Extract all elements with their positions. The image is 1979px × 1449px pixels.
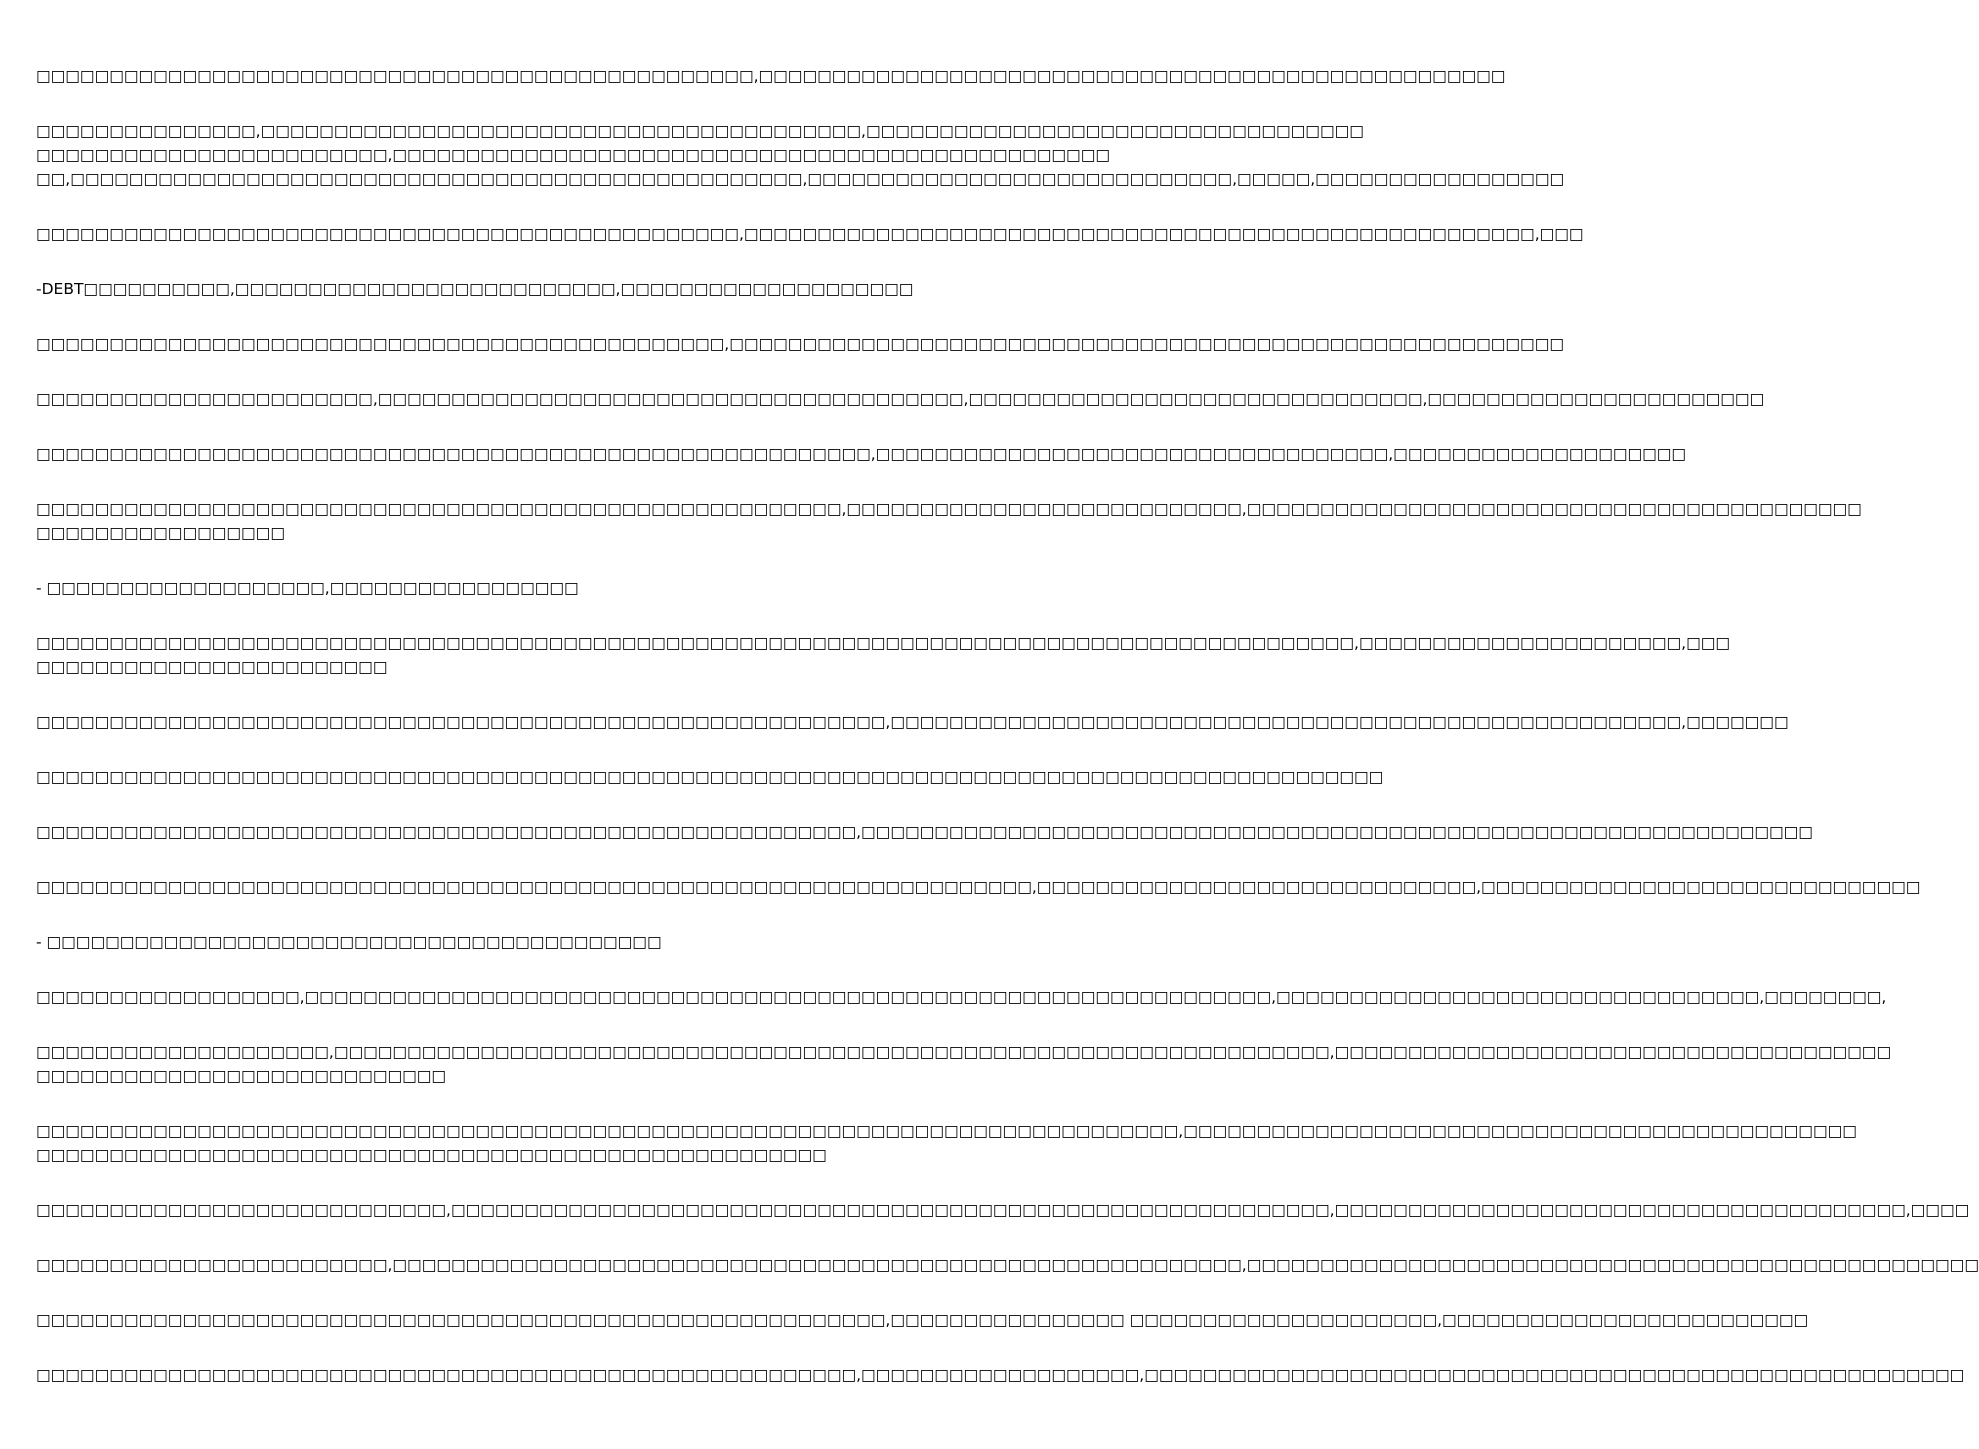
paragraph-line: □□,□□□□□□□□□□□□□□□□□□□□□□□□□□□□□□□□□□□□□□□□□□□□□□□□□□,□□□□□□□□□□□□□□□□□□□□□□□□□□□□□,□□□□□,□□□□□□□□□□□□□□□□□ (36, 170, 1565, 188)
paragraph-line: □□□□□□□□□□□□□□□□□□□□□□□□□□□□□□□□□□□□□□□□□□□□□□□□□□□□□□ (36, 1146, 827, 1164)
paragraph-line: □□□□□□□□□□□□□□□□□□□□□□□□□□□□,□□□□□□□□□□□□□□□□□□□□□□□□□□□□□□□□□□□□□□□□□□□□□□□□□□□□□□□□□□□□,□□□□□□□□□□□□□□□□□□□□□□□□□□□□□□□□□□□□□□□,□□□□ (36, 1201, 1970, 1219)
paragraph-line: □□□□□□□□□□□□□□□,□□□□□□□□□□□□□□□□□□□□□□□□□□□□□□□□□□□□□□□□□,□□□□□□□□□□□□□□□□□□□□□□□□□□□□□□□□□□ (36, 122, 1364, 140)
paragraph (36, 442, 1687, 466)
paragraph (36, 387, 1765, 411)
paragraph (36, 64, 1506, 88)
paragraph-line: □□□□□□□□□□□□□□□□□□□□□□□□□□□□□□□□□□□□□□□□□□□□□□□□□□□□□□□□□□□□□□□□□□□□□□□□□□□□□□,□□□□□□□□□□□□□□□□□□□□□□□□□□□□□□□□□□□□□□□□□□□□□□ (36, 1122, 1857, 1140)
paragraph-line: □□□□□□□□□□□□□□□□□□□□□□□,□□□□□□□□□□□□□□□□□□□□□□□□□□□□□□□□□□□□□□□□,□□□□□□□□□□□□□□□□□□□□□□□□□□□□□□□,□□□□□□□□□□□□□□□□□□□□□□□ (36, 390, 1765, 408)
paragraph (36, 222, 1584, 246)
paragraph-line: -DEBT□□□□□□□□□□,□□□□□□□□□□□□□□□□□□□□□□□□□□,□□□□□□□□□□□□□□□□□□□□ (36, 280, 914, 298)
paragraph (36, 1363, 1965, 1387)
paragraph-line: □□□□□□□□□□□□□□□□□□□□□□□□□□□□□□□□□□□□□□□□□□□□□□□□□□□□□□□□□□□□□□□□□□□□□□□□□□□□□□□□□□□□□□□□□□□□ (36, 768, 1384, 786)
paragraph (36, 930, 990, 954)
paragraph (36, 497, 1862, 545)
paragraph (36, 631, 1731, 679)
paragraph-line: - □□□□□□□□□□□□□□□□□□□,□□□□□□□□□□□□□□□□□ (36, 579, 579, 597)
paragraph-line: □□□□□□□□□□□□□□□□□□□□□□□□ (36, 658, 388, 676)
paragraph-line: □□□□□□□□□□□□□□□□□□□□□□□□□□□□□□□□□□□□□□□□□□□□□□□□□,□□□□□□□□□□□□□□□□□□□□□□□□□□□□□□□□□□□□□□□□□□□□□□□□□□□ (36, 67, 1506, 85)
paragraph (36, 820, 1813, 844)
paragraph (36, 710, 1789, 734)
paragraph-line: □□□□□□□□□□□□□□□□□□□□□□□□□□□□□□□□□□□□□□□□□□□□□□□,□□□□□□□□□□□□□□□□□□□□□□□□□□□□□□□□□□□□□□□□□□□□□□□□□□□□□□□□□ (36, 335, 1564, 353)
paragraph-line: □□□□□□□□□□□□□□□□□□□□□□□□,□□□□□□□□□□□□□□□□□□□□□□□□□□□□□□□□□□□□□□□□□□□□□□□□□ (36, 146, 1110, 164)
paragraph (36, 576, 990, 600)
paragraph-line: □□□□□□□□□□□□□□□□□□□□□□□□□□□□□□□□□□□□□□□□□□□□□□□□□□□□□□□□□□,□□□□□□□□□□□□□□□□□□□□□□□□□□□□□□□□□□□□□□□□□□□□□□□□□□□□□□,□□□□□□□ (36, 713, 1789, 731)
paragraph-line: □□□□□□□□□□□□□□□□□□,□□□□□□□□□□□□□□□□□□□□□□□□□□□□□□□□□□□□□□□□□□□□□□□□□□□□□□□□□□□□□□□□□□,□□□□□□□□□□□□□□□□□□□□□□□□□□□□□□□□□,□□□□□□□□, (36, 988, 1887, 1006)
paragraph (36, 1119, 1857, 1167)
paragraph (36, 1308, 1809, 1332)
paragraph (36, 332, 1564, 356)
paragraph (36, 1040, 1892, 1088)
document-body (36, 64, 1979, 1387)
paragraph-line: □□□□□□□□□□□□□□□□□□□□,□□□□□□□□□□□□□□□□□□□□□□□□□□□□□□□□□□□□□□□□□□□□□□□□□□□□□□□□□□□□□□□□□□□□,□□□□□□□□□□□□□□□□□□□□□□□□□□□□□□□□□□□□□□ (36, 1043, 1892, 1061)
paragraph-line: □□□□□□□□□□□□□□□□□□□□□□□□□□□□□□□□□□□□□□□□□□□□□□□□□□□□□□□□□□,□□□□□□□□□□□□□□□□ □□□□□□□□□□□□□□□□□□□□□,□□□□□□□□□□□□□□□□□□□□□□□□□ (36, 1311, 1809, 1329)
paragraph-line: □□□□□□□□□□□□□□□□□□□□□□□□□□□□□□□□□□□□□□□□□□□□□□□□□□□□□□□□□□□□□□□□□□□□□□□□□□□□□□□□□□□□□□□□□□,□□□□□□□□□□□□□□□□□□□□□□,□□□ (36, 634, 1731, 652)
paragraph-line: □□□□□□□□□□□□□□□□□ (36, 524, 285, 542)
paragraph (36, 277, 990, 301)
paragraph-line: □□□□□□□□□□□□□□□□□□□□□□□□□□□□□□□□□□□□□□□□□□□□□□□□□□□□□□□□,□□□□□□□□□□□□□□□□□□□□□□□□□□□□□□□□□□□□□□□□□□□□□□□□□□□□□□□□□□□□□□□□□ (36, 823, 1813, 841)
paragraph (36, 119, 1565, 191)
paragraph (36, 875, 1921, 899)
paragraph (36, 765, 1384, 789)
paragraph (36, 1253, 1979, 1277)
paragraph-line: □□□□□□□□□□□□□□□□□□□□□□□□,□□□□□□□□□□□□□□□□□□□□□□□□□□□□□□□□□□□□□□□□□□□□□□□□□□□□□□□□□□,□□□□□□□□□□□□□□□□□□□□□□□□□□□□□□□□□□□□□□□□□□□□□□□□□□ (36, 1256, 1979, 1274)
paragraph-line: □□□□□□□□□□□□□□□□□□□□□□□□□□□□□□□□□□□□□□□□□□□□□□□□,□□□□□□□□□□□□□□□□□□□□□□□□□□□□□□□□□□□□□□□□□□□□□□□□□□□□□□,□□□ (36, 225, 1584, 243)
paragraph-line: □□□□□□□□□□□□□□□□□□□□□□□□□□□□ (36, 1067, 447, 1085)
paragraph-line: □□□□□□□□□□□□□□□□□□□□□□□□□□□□□□□□□□□□□□□□□□□□□□□□□□□□□□□□□□□□□□□□□□□□,□□□□□□□□□□□□□□□□□□□□□□□□□□□□□□,□□□□□□□□□□□□□□□□□□□□□□□□□□□□□□ (36, 878, 1921, 896)
paragraph (36, 985, 1887, 1009)
paragraph-line: □□□□□□□□□□□□□□□□□□□□□□□□□□□□□□□□□□□□□□□□□□□□□□□□□□□□□□□□,□□□□□□□□□□□□□□□□□□□,□□□□□□□□□□□□□□□□□□□□□□□□□□□□□□□□□□□□□□□□□□□□□□□□□□□□□□□□ (36, 1366, 1965, 1384)
paragraph-line: - □□□□□□□□□□□□□□□□□□□□□□□□□□□□□□□□□□□□□□□□□□ (36, 933, 662, 951)
paragraph (36, 1198, 1970, 1222)
paragraph-line: □□□□□□□□□□□□□□□□□□□□□□□□□□□□□□□□□□□□□□□□□□□□□□□□□□□□□□□□□,□□□□□□□□□□□□□□□□□□□□□□□□□□□□□□□□□□□,□□□□□□□□□□□□□□□□□□□□ (36, 445, 1687, 463)
paragraph-line: □□□□□□□□□□□□□□□□□□□□□□□□□□□□□□□□□□□□□□□□□□□□□□□□□□□□□□□,□□□□□□□□□□□□□□□□□□□□□□□□□□□,□□□□□□□□□□□□□□□□□□□□□□□□□□□□□□□□□□□□□□□□□□ (36, 500, 1862, 518)
